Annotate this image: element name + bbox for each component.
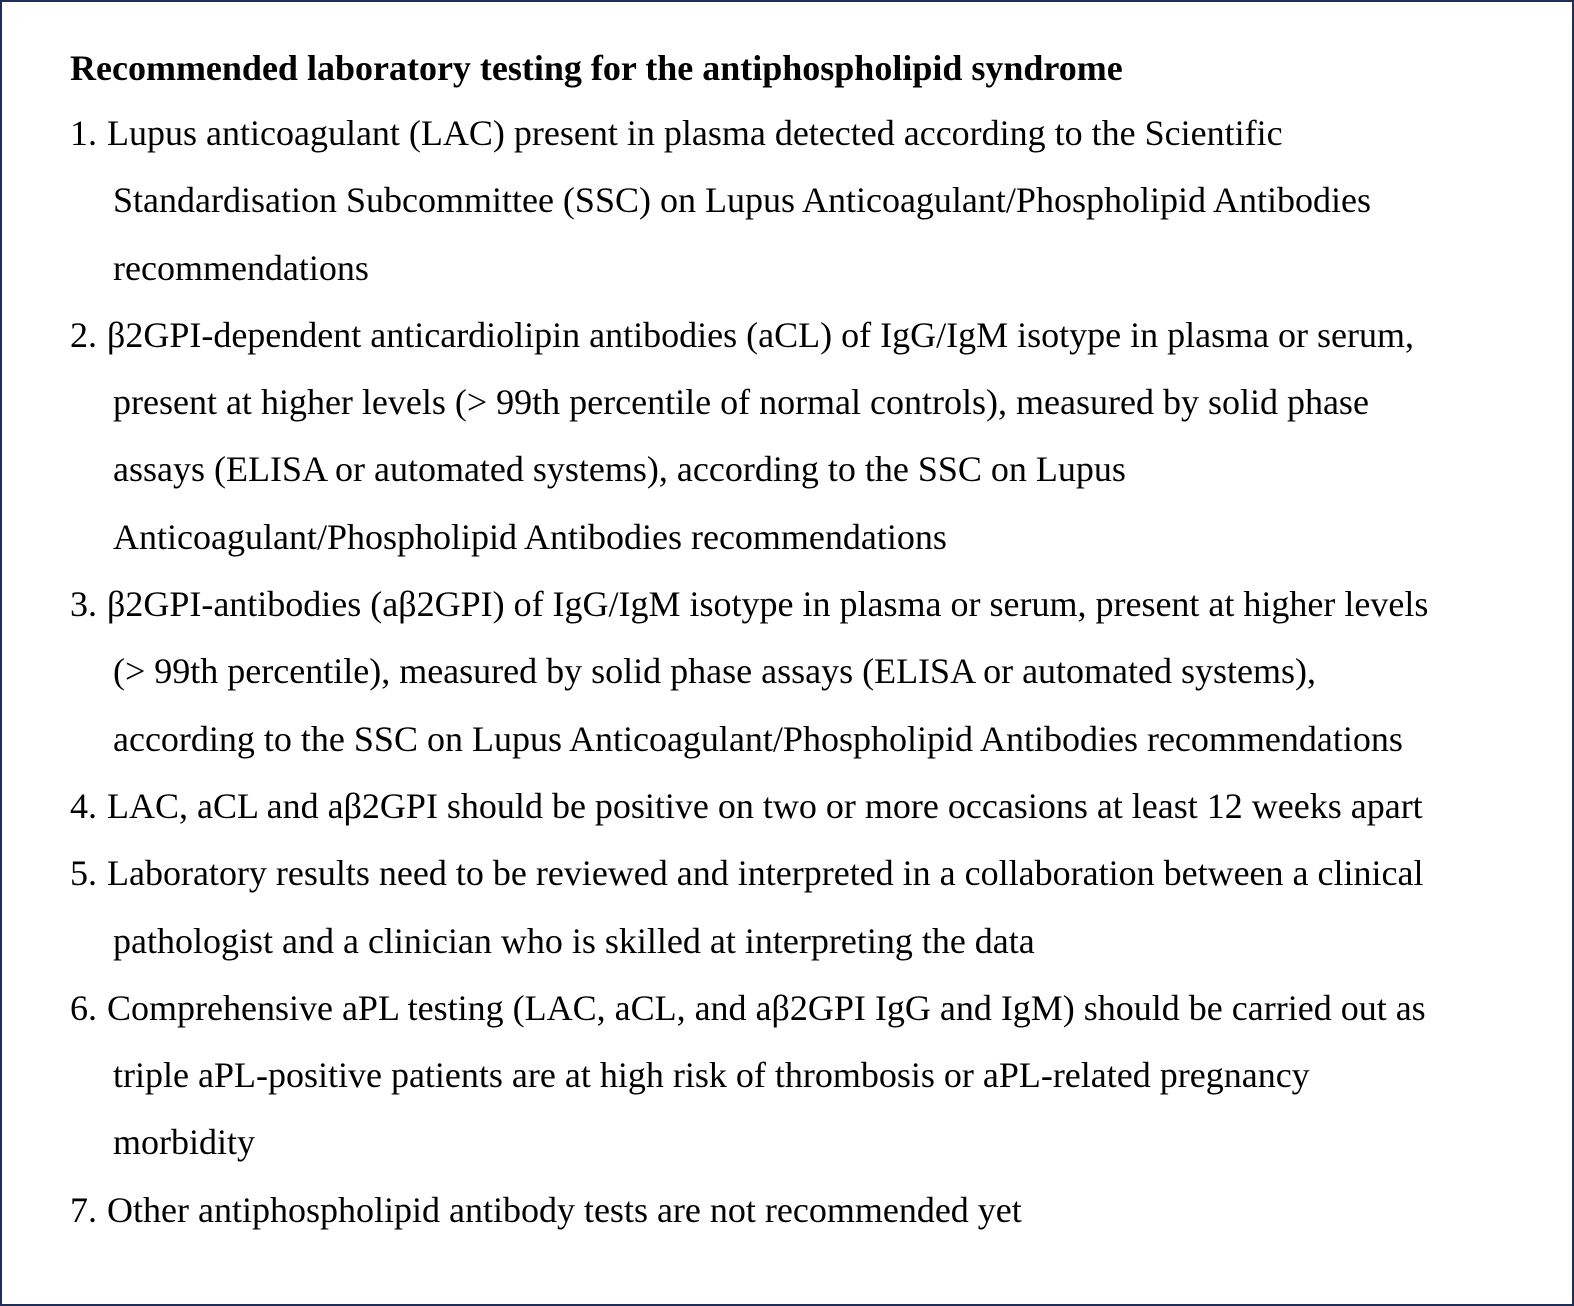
item-number: 1. <box>70 113 97 153</box>
list-item <box>70 302 1550 571</box>
item-line: Laboratory results need to be reviewed and interpreted in a collaboration between a clinical <box>107 853 1424 894</box>
list-item <box>70 1177 1550 1244</box>
item-line: Lupus anticoagulant (LAC) present in plasma detected according to the Scientific <box>107 113 1283 153</box>
item-number: 6. <box>70 987 97 1028</box>
list-item <box>70 100 1550 302</box>
item-line: Anticoagulant/Phospholipid Antibodies recommendations <box>113 516 947 557</box>
item-number: 4. <box>70 785 97 826</box>
item-line: triple aPL-positive patients are at high risk of thrombosis or aPL-related pregnancy <box>113 1055 1310 1096</box>
item-line: β2GPI-antibodies (aβ2GPI) of IgG/IgM isotype in plasma or serum, present at higher levels <box>107 584 1429 625</box>
item-number: 3. <box>70 584 97 625</box>
item-line: Comprehensive aPL testing (LAC, aCL, and aβ2GPI IgG and IgM) should be carried out as <box>107 987 1426 1028</box>
item-line: morbidity <box>113 1122 255 1163</box>
item-line: recommendations <box>113 247 369 288</box>
item-line: β2GPI-dependent anticardiolipin antibodies (aCL) of IgG/IgM isotype in plasma or serum, <box>107 314 1415 355</box>
item-text <box>107 100 1550 302</box>
item-number: 7. <box>70 1189 97 1230</box>
recommendation-list <box>70 100 1550 1244</box>
item-text <box>107 302 1550 571</box>
item-line: LAC, aCL and aβ2GPI should be positive on two or more occasions at least 12 weeks apart <box>107 785 1423 826</box>
item-line: (> 99th percentile), measured by solid phase assays (ELISA or automated systems), <box>113 651 1317 692</box>
item-line: present at higher levels (> 99th percentile of normal controls), measured by solid phase <box>113 382 1369 423</box>
item-line: Standardisation Subcommittee (SSC) on Lupus Anticoagulant/Phospholipid Antibodies <box>113 180 1371 221</box>
item-line: pathologist and a clinician who is skilled at interpreting the data <box>113 920 1035 961</box>
item-number: 2. <box>70 314 97 355</box>
list-item <box>70 840 1550 975</box>
list-item <box>70 975 1550 1177</box>
item-text <box>107 840 1550 975</box>
item-line: assays (ELISA or automated systems), according to the SSC on Lupus <box>113 449 1126 490</box>
item-line: Other antiphospholipid antibody tests are not recommended yet <box>107 1189 1022 1230</box>
item-text <box>107 975 1550 1177</box>
list-item <box>70 571 1550 773</box>
item-text <box>107 571 1550 773</box>
box-title: Recommended laboratory testing for the antiphospholipid syndrome <box>70 48 1123 88</box>
item-number: 5. <box>70 853 97 894</box>
list-item <box>70 773 1550 840</box>
item-text <box>107 1177 1550 1244</box>
item-text <box>107 773 1550 840</box>
item-line: according to the SSC on Lupus Anticoagulant/Phospholipid Antibodies recommendations <box>113 718 1403 759</box>
